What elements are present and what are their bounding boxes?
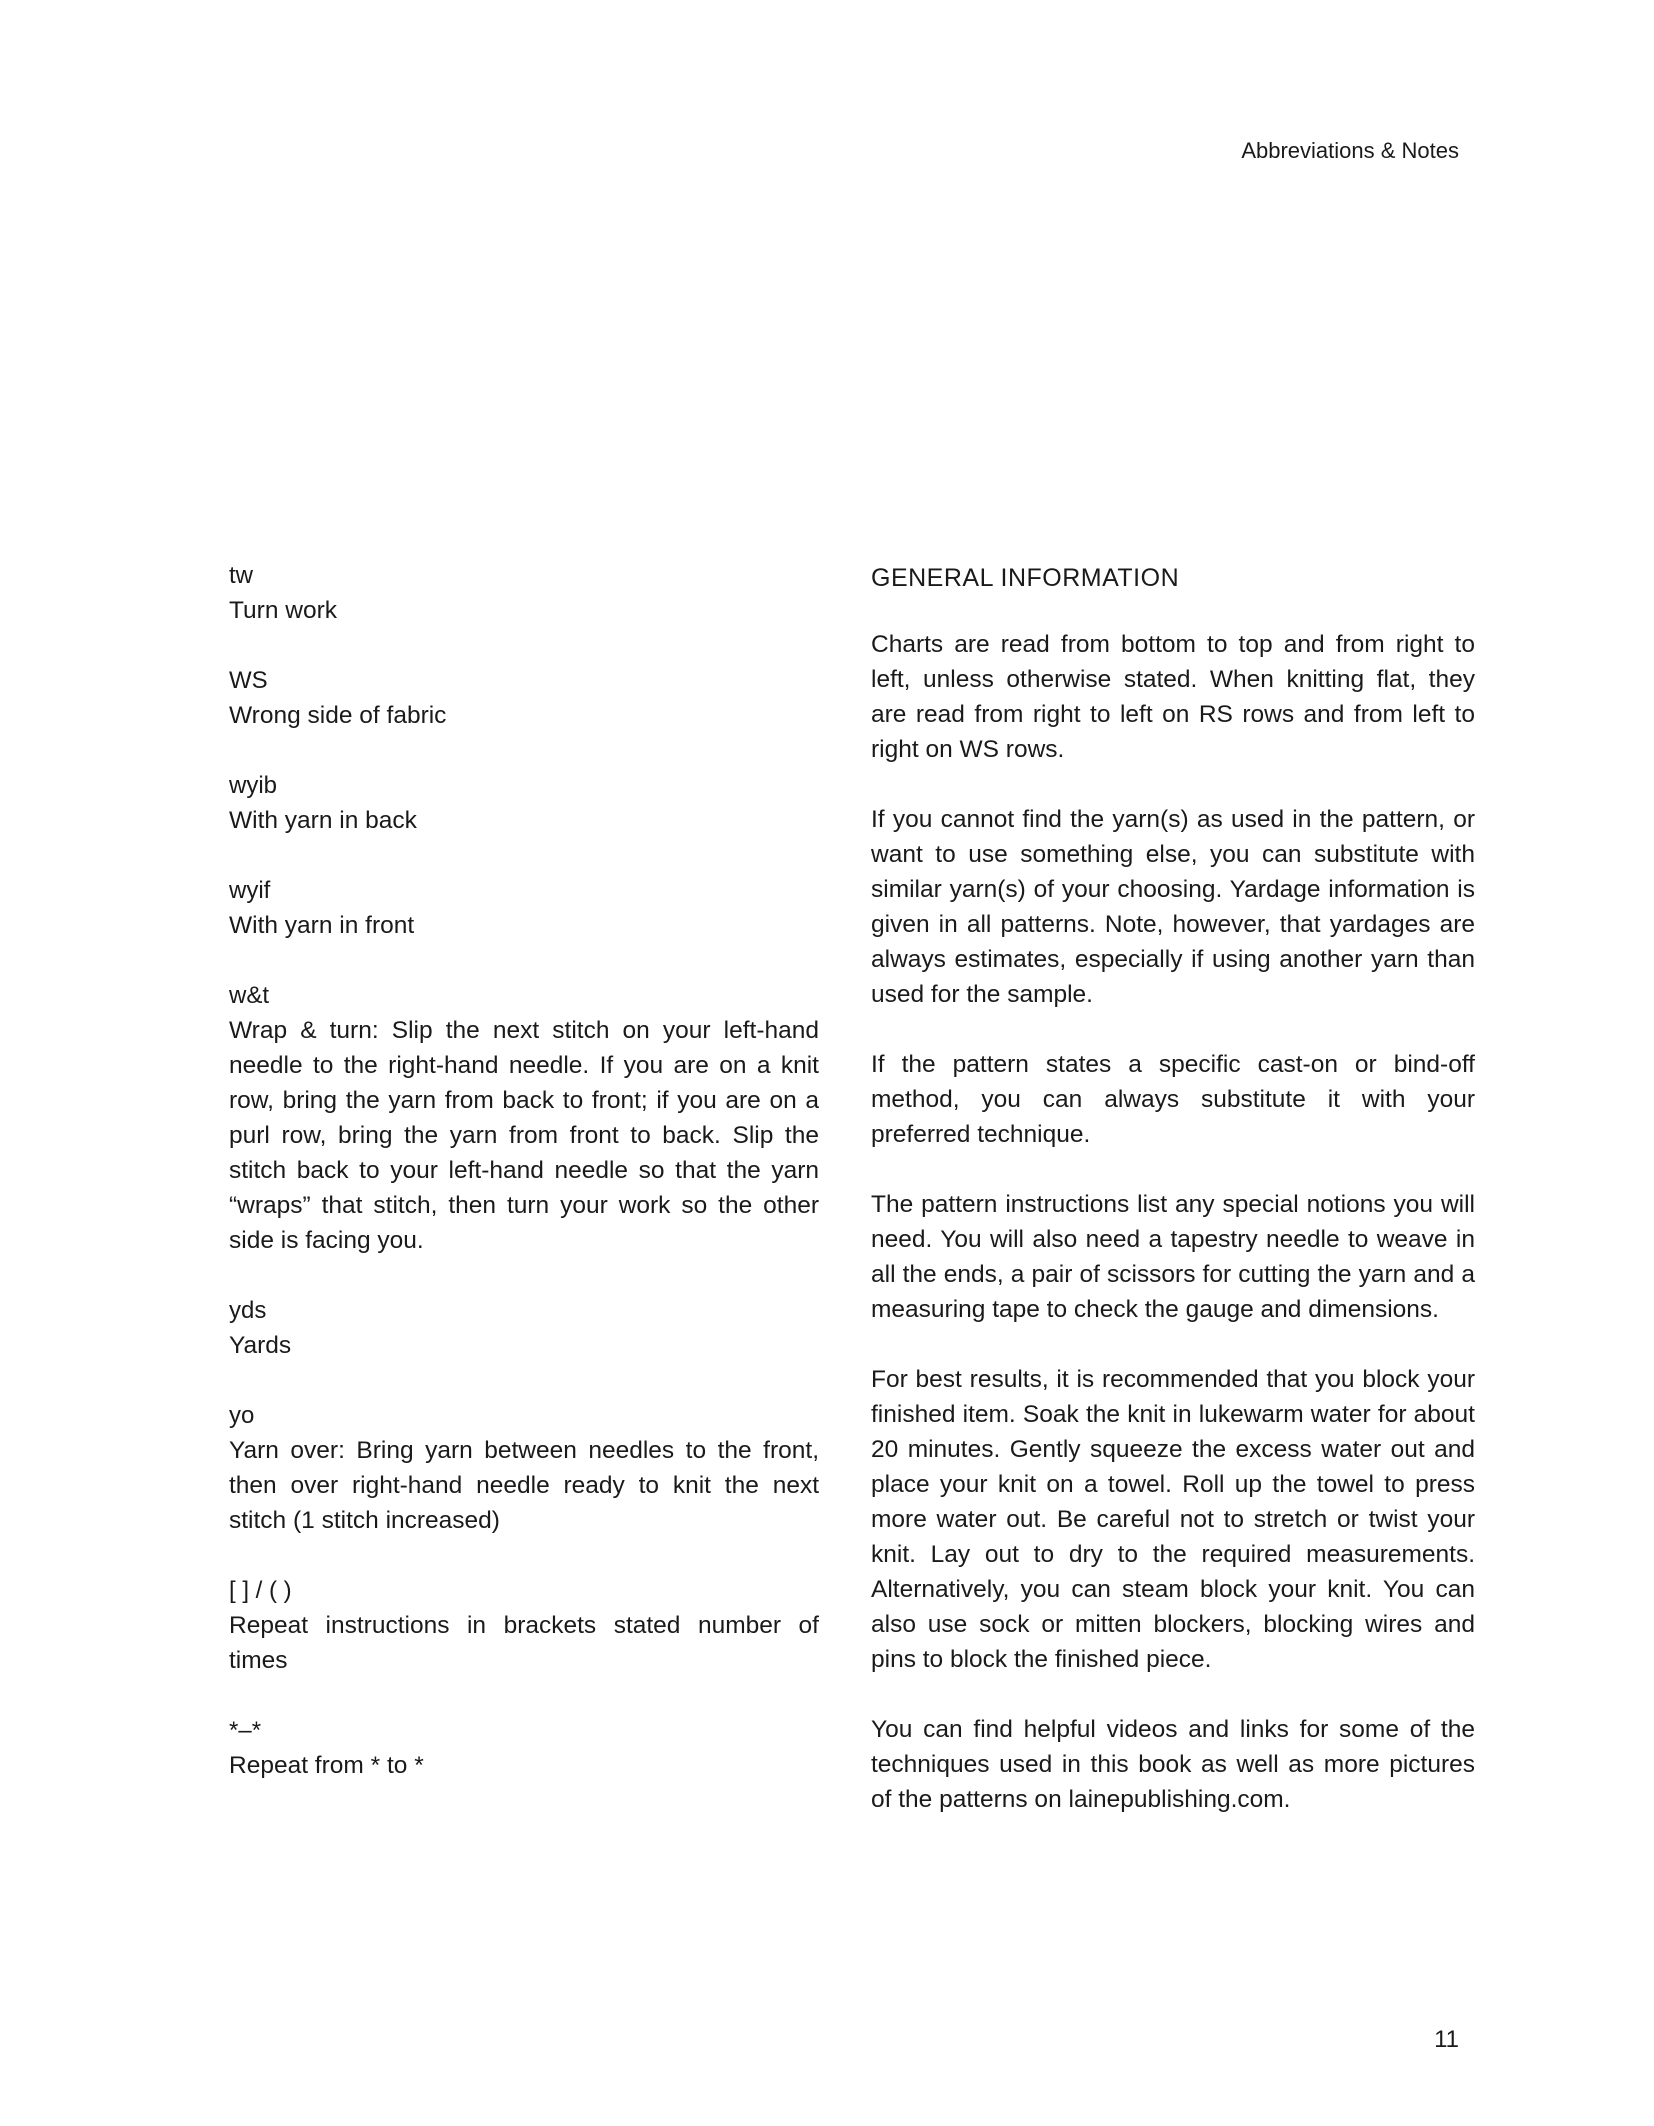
abbreviation-definition: With yarn in back	[229, 807, 417, 834]
abbreviation-term: yo	[229, 1402, 255, 1429]
abbreviation-entry	[229, 1398, 819, 1538]
abbreviation-entry	[229, 873, 819, 943]
abbreviation-term: yds	[229, 1297, 267, 1324]
abbreviation-definition: Wrap & turn: Slip the next stitch on your left-hand needle to the right-hand needle. If you are on a knit row, bring the yarn from back to front; if you are on a purl row, bring the yarn from front to back. Slip the stitch back to your left-hand needle so that the yarn “wraps” that stitch, then turn your work so the other side is facing you.	[229, 1017, 819, 1254]
abbreviation-definition: Repeat instructions in brackets stated number of times	[229, 1612, 819, 1674]
abbreviation-entry	[229, 768, 819, 838]
abbreviation-entry	[229, 1293, 819, 1363]
info-paragraph: If the pattern states a specific cast-on or bind-off method, you can always substitute it with your preferred technique.	[871, 1051, 1475, 1148]
abbreviation-term: [ ] / ( )	[229, 1577, 292, 1604]
abbreviation-term: tw	[229, 562, 253, 589]
running-header: Abbreviations & Notes	[1241, 138, 1459, 163]
info-paragraph: Charts are read from bottom to top and from right to left, unless otherwise stated. When knitting flat, they are read from right to left on RS rows and from left to right on WS rows.	[871, 631, 1475, 763]
info-paragraph: The pattern instructions list any special notions you will need. You will also need a tapestry needle to weave in all the ends, a pair of scissors for cutting the yarn and a measuring tape to check the gauge and dimensions.	[871, 1191, 1475, 1323]
info-paragraph: If you cannot find the yarn(s) as used in the pattern, or want to use something else, you can substitute with similar yarn(s) of your choosing. Yardage information is given in all patterns. Note, however, that yardages are always estimates, especially if using another yarn than used for the sample.	[871, 806, 1475, 1008]
abbreviation-term: wyib	[229, 772, 278, 799]
abbreviation-term: *–*	[229, 1717, 262, 1744]
abbreviation-entry	[229, 978, 819, 1258]
abbreviation-definition: Turn work	[229, 597, 338, 624]
abbreviations-column	[229, 558, 819, 1818]
abbreviation-definition: Yarn over: Bring yarn between needles to the front, then over right-hand needle ready to knit the next stitch (1 stitch increased)	[229, 1437, 819, 1534]
abbreviation-entry	[229, 558, 819, 628]
abbreviation-entry	[229, 1713, 819, 1783]
abbreviation-definition: Yards	[229, 1332, 292, 1359]
abbreviation-term: WS	[229, 667, 268, 694]
abbreviation-term: wyif	[229, 877, 271, 904]
general-information-column	[871, 558, 1475, 1852]
info-paragraph: For best results, it is recommended that you block your finished item. Soak the knit in lukewarm water for about 20 minutes. Gently squeeze the excess water out and place your knit on a towel. Roll up the towel to press more water out. Be careful not to stretch or twist your knit. Lay out to dry to the required measurements. Alternatively, you can steam block your knit. You can also use sock or mitten blockers, blocking wires and pins to block the finished piece.	[871, 1366, 1475, 1673]
section-title: GENERAL INFORMATION	[871, 564, 1180, 592]
abbreviation-entry	[229, 1573, 819, 1678]
abbreviation-term: w&t	[229, 982, 270, 1009]
abbreviation-definition: Repeat from * to *	[229, 1752, 424, 1779]
abbreviation-definition: With yarn in front	[229, 912, 415, 939]
info-paragraph: You can find helpful videos and links for some of the techniques used in this book as well as more pictures of the patterns on lainepublishing.com.	[871, 1716, 1475, 1813]
page-number: 11	[1434, 2026, 1459, 2053]
abbreviation-entry	[229, 663, 819, 733]
abbreviation-definition: Wrong side of fabric	[229, 702, 447, 729]
